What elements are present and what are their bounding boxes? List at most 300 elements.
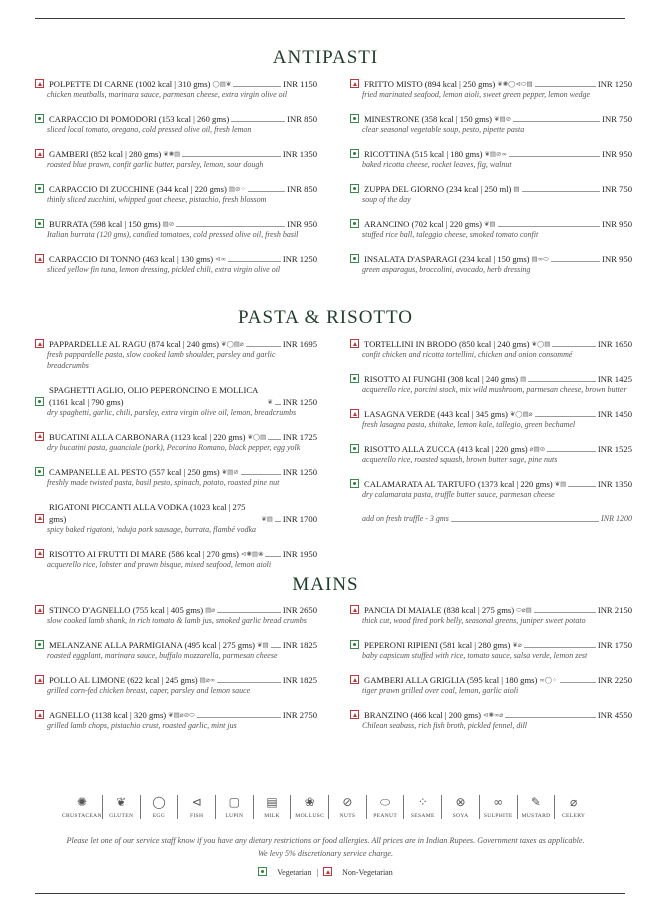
item-description: thick cut, wood fired pork belly, seasonal greens, juniper sweet potato — [362, 616, 586, 625]
celery-icon: ⌀ — [517, 641, 522, 649]
allergen-icons — [212, 78, 231, 90]
celery-icon: ⌀ — [529, 445, 534, 453]
price-leader — [182, 156, 281, 157]
allergen-label: GLUTEN — [109, 813, 134, 819]
menu-item — [35, 78, 317, 101]
item-description: dry bucatini pasta, guanciale (pork), Pecorino Romano, black pepper, egg yolk — [47, 442, 301, 452]
non-veg-label: Non-Vegetarian — [342, 868, 393, 877]
menu-item — [35, 338, 317, 371]
non-veg-marker-icon — [350, 710, 359, 719]
item-name-row — [350, 253, 632, 265]
menu-item — [35, 253, 317, 276]
item-name: RISOTTO ALLA ZUCCA (413 kcal | 220 gms) — [364, 444, 528, 454]
peanut-icon: ⬭ — [516, 606, 522, 614]
item-name-row — [35, 338, 317, 350]
item-description: acquerello rice, lobster and prawn bisque, mixed seafood, lemon aioli — [47, 559, 272, 569]
item-name-row — [35, 604, 317, 616]
fish-icon: ⊲ — [215, 255, 221, 263]
soya-icon: ⊗ — [455, 795, 466, 809]
milk-icon: ▤ — [227, 467, 234, 476]
milk-icon: ▤ — [233, 340, 240, 348]
item-name: BUCATINI ALLA CARBONARA (1123 kcal | 220 gms) — [49, 431, 246, 442]
price-leader — [451, 521, 599, 522]
menu-item — [350, 253, 632, 276]
menu-item — [350, 443, 632, 466]
milk-icon: ▤ — [205, 606, 212, 614]
item-description: fried marinated seafood, lemon aioli, sweet green pepper, lemon wedge — [362, 90, 591, 99]
allergen-icons — [532, 338, 551, 350]
item-description: dry spaghetti, garlic, chili, parsley, extra virgin olive oil, lemon, breadcrumbs — [47, 407, 297, 417]
allergen-icons — [532, 253, 549, 265]
milk-icon: ▤ — [199, 676, 206, 684]
item-name: PEPERONI RIPIENI (581 kcal | 280 gms) — [364, 640, 511, 650]
item-description: grilled corn-fed chicken breast, caper, parsley and lemon sauce — [47, 686, 251, 695]
egg-icon: ◯ — [515, 410, 523, 418]
peanut-icon: ⬭ — [380, 795, 391, 809]
celery-icon: ⌀ — [528, 410, 533, 418]
allergen-sulphite — [480, 795, 518, 819]
price-leader — [513, 121, 600, 122]
item-name-row — [35, 253, 317, 265]
item-description: slow cooked lamb shank, in rich tomato & lamb jus, smoked garlic bread crumbs — [47, 616, 307, 625]
celery-icon: ⌀ — [179, 711, 184, 719]
non-veg-marker-icon — [35, 339, 44, 348]
diet-legend — [0, 867, 651, 878]
item-name-row — [35, 431, 317, 443]
milk-icon: ▤ — [526, 80, 533, 88]
item-name: PANCIA DI MAIALE (838 kcal | 275 gms) — [364, 605, 515, 615]
non-veg-marker-icon — [35, 605, 44, 614]
allergen-icons — [484, 218, 496, 230]
price-leader — [248, 191, 285, 192]
item-price: INR 1150 — [283, 79, 317, 89]
milk-icon: ▤ — [162, 220, 169, 228]
allergy-note: Please let one of our service staff know if you have any dietary restrictions or food allergies. All prices are in Indian Rupees. Government taxes as applicable. — [66, 836, 585, 845]
milk-icon: ▤ — [173, 711, 180, 719]
gluten-icon: ❦ — [247, 432, 253, 441]
allergen-icons — [539, 674, 557, 686]
price-leader — [275, 404, 281, 405]
menu-item — [35, 604, 317, 627]
nuts-icon: ⊘ — [183, 711, 190, 719]
allergen-icons — [510, 408, 533, 420]
non-veg-marker-icon — [323, 867, 332, 876]
gluten-icon: ❦ — [267, 397, 273, 406]
sulphite-icon: ∞ — [539, 676, 545, 684]
item-name-row — [35, 113, 317, 125]
item-name: GAMBERI ALLA GRIGLIA (595 kcal | 180 gms) — [364, 675, 538, 685]
veg-marker-icon — [350, 114, 359, 123]
allergen-label: EGG — [152, 813, 166, 819]
gluten-icon: ❦ — [509, 410, 516, 418]
item-name: ARANCINO (702 kcal | 220 gms) — [364, 219, 482, 229]
egg-icon: ◯ — [212, 80, 220, 88]
item-name: TORTELLINI IN BRODO (850 kcal | 240 gms) — [364, 339, 530, 349]
item-name-row — [35, 466, 317, 478]
item-description: clear seasonal vegetable soup, pesto, pipette pasta — [362, 125, 525, 134]
item-name: CALAMARATA AL TARTUFO (1373 kcal | 220 gms) — [364, 479, 553, 489]
bottom-divider — [35, 893, 625, 894]
menu-item — [35, 501, 317, 536]
item-name: MINESTRONE (358 kcal | 150 gms) — [364, 114, 492, 124]
milk-icon: ▤ — [266, 795, 278, 809]
gluten-icon: ❦ — [483, 220, 490, 228]
price-leader — [271, 647, 281, 648]
item-price: INR 1425 — [597, 374, 632, 384]
section-title-antipasti: ANTIPASTI — [272, 47, 379, 68]
price-leader — [231, 121, 285, 122]
peanut-icon: ⬭ — [543, 255, 549, 263]
nuts-icon: ⊘ — [342, 795, 353, 809]
item-price: INR 1250 — [597, 79, 632, 89]
veg-marker-icon — [350, 254, 359, 263]
item-description: sliced yellow fin tuna, lemon dressing, pickled chili, extra virgin olive oil — [47, 265, 281, 274]
antipasti-right-column — [350, 78, 632, 288]
price-leader — [534, 612, 596, 613]
price-leader — [528, 381, 596, 382]
egg-icon: ◯ — [536, 340, 545, 348]
menu-item — [35, 639, 317, 662]
veg-marker-icon — [35, 640, 44, 649]
item-name: CARPACCIO DI ZUCCHINE (344 kcal | 220 gms) — [49, 184, 227, 194]
item-description: chicken meatballs, marinara sauce, parmesan cheese, extra virgin olive oil — [47, 90, 288, 99]
menu-item — [35, 384, 317, 419]
milk-icon: ▤ — [489, 220, 496, 228]
item-name-row — [35, 148, 317, 160]
menu-item — [350, 639, 632, 662]
menu-item — [350, 478, 632, 501]
pasta-left-column — [35, 338, 317, 583]
allergen-icons — [257, 639, 269, 651]
price-leader — [535, 416, 596, 417]
sulphite-icon: ∞ — [501, 150, 507, 158]
gluten-icon: ❦ — [256, 641, 263, 649]
price-leader — [505, 717, 596, 718]
veg-marker-icon — [258, 867, 267, 876]
item-description: green asparagus, broccolini, avocado, herb dressing — [362, 265, 531, 274]
milk-icon: ▤ — [219, 80, 226, 88]
sulphite-icon: ∞ — [493, 795, 504, 809]
celery-icon: ⌀ — [205, 676, 210, 684]
item-name: CARPACCIO DI POMODORI (153 kcal | 260 gms) — [49, 114, 230, 124]
allergen-icons — [261, 513, 273, 525]
item-name-row — [350, 478, 632, 490]
menu-item — [350, 709, 632, 732]
price-leader — [551, 261, 600, 262]
allergen-icons — [555, 478, 567, 490]
menu-item — [35, 674, 317, 697]
item-name: MELANZANE ALLA PARMIGIANA (495 kcal | 275 gms) — [49, 640, 255, 650]
item-price: INR 1450 — [597, 409, 632, 419]
allergen-milk — [254, 795, 292, 819]
item-description: Chilean seabass, rich fish broth, pickled fennel, dill — [362, 721, 528, 730]
price-leader — [265, 556, 280, 557]
menu-item — [35, 148, 317, 171]
allergen-label: FISH — [189, 813, 204, 819]
milk-icon: ▤ — [262, 641, 269, 649]
price-leader — [176, 226, 285, 227]
price-leader — [275, 521, 281, 522]
item-price: INR 950 — [602, 219, 632, 229]
allergen-icons — [483, 709, 503, 721]
allergen-icons — [247, 431, 266, 443]
item-description: soup of the day — [362, 195, 411, 204]
item-name-row — [35, 639, 317, 651]
celery-icon: ⌀ — [499, 711, 504, 719]
section-title-mains: MAINS — [292, 574, 359, 595]
allergen-label: LUPIN — [225, 813, 244, 819]
item-price: INR 1825 — [282, 640, 317, 650]
item-name-row — [350, 674, 632, 686]
addon-item — [350, 513, 632, 525]
peanut-icon: ⬭ — [520, 80, 527, 88]
item-description: Italian burrata (120 gms), candied tomatoes, cold pressed olive oil, fresh basil — [47, 230, 299, 239]
crustacean-icon: ✺ — [168, 150, 175, 158]
price-leader — [268, 439, 281, 440]
item-description: spicy baked rigatoni, 'nduja pork sausage, burrata, flambé vodka — [47, 524, 257, 534]
menu-item — [35, 709, 317, 732]
veg-marker-icon — [350, 149, 359, 158]
item-price: INR 2150 — [597, 605, 632, 615]
allergen-celery — [555, 795, 592, 819]
gluten-icon: ❦ — [261, 514, 267, 523]
menu-item — [350, 408, 632, 431]
non-veg-marker-icon — [350, 409, 359, 418]
item-price: INR 750 — [602, 184, 632, 194]
non-veg-marker-icon — [35, 549, 44, 558]
fish-icon: ⊲ — [483, 711, 489, 719]
allergen-icons — [267, 396, 272, 408]
item-name-row — [35, 384, 317, 408]
price-leader — [197, 717, 281, 718]
menu-item — [35, 466, 317, 489]
item-price: INR 2250 — [597, 675, 632, 685]
allergen-label: MUSTARD — [521, 813, 551, 819]
sulphite-icon: ∞ — [209, 676, 216, 684]
item-name-row — [350, 513, 632, 525]
gluten-icon: ❦ — [221, 467, 228, 476]
allergen-egg — [141, 795, 179, 819]
gluten-icon: ❦ — [163, 150, 169, 158]
nuts-icon: ⊘ — [496, 150, 502, 158]
price-leader — [509, 156, 600, 157]
price-leader — [241, 474, 281, 475]
item-name: POLLO AL LIMONE (622 kcal | 245 gms) — [49, 675, 198, 685]
allergen-label: CRUSTACEAN — [62, 813, 102, 819]
price-leader — [535, 86, 596, 87]
item-price: INR 1650 — [597, 339, 632, 349]
allergen-label: MILK — [264, 813, 280, 819]
item-description: acquerello rice, roasted squash, brown butter sage, pine nuts — [362, 455, 558, 464]
allergen-mollusc — [291, 795, 329, 819]
milk-icon: ▤ — [251, 549, 258, 558]
service-charge-note: We levy 5% discretionary service charge. — [257, 849, 394, 858]
item-description: freshly made twisted pasta, basil pesto, spinach, potato, roasted pine nut — [47, 477, 280, 487]
item-description: roasted blue prawn, confit garlic butter, parsley, lemon, sour dough — [47, 160, 264, 169]
gluten-icon: ❦ — [497, 80, 503, 88]
allergen-icons — [484, 148, 506, 160]
gluten-icon: ❦ — [484, 150, 490, 158]
fish-icon: ⊲ — [240, 549, 247, 558]
item-price: INR 1250 — [282, 396, 317, 407]
price-leader — [524, 647, 596, 648]
item-description: tiger prawn grilled over coal, lemon, garlic aioli — [362, 686, 519, 695]
price-leader — [552, 346, 595, 347]
item-name-row — [35, 501, 317, 525]
menu-item — [350, 78, 632, 101]
egg-icon: ◯ — [152, 795, 166, 809]
crustacean-icon: ✺ — [488, 711, 494, 719]
mustard-icon: ✎ — [530, 795, 541, 809]
section-title-pasta-risotto: PASTA & RISOTTO — [237, 307, 414, 328]
pasta-right-column — [350, 338, 632, 538]
allergen-icons — [168, 709, 195, 721]
celery-icon: ⌀ — [521, 606, 526, 614]
allergen-icons — [205, 604, 215, 616]
item-name-row — [350, 338, 632, 350]
item-name: RICOTTINA (515 kcal | 180 gms) — [364, 149, 483, 159]
sesame-icon: ⁘ — [240, 185, 246, 193]
milk-icon: ▤ — [531, 255, 538, 263]
nuts-icon: ⊘ — [233, 467, 239, 476]
gluten-icon: ❦ — [554, 480, 561, 488]
sesame-icon: ⁘ — [552, 676, 558, 684]
veg-marker-icon — [35, 467, 44, 476]
mollusc-icon: ❀ — [304, 795, 315, 809]
item-name: LASAGNA VERDE (443 kcal | 345 gms) — [364, 409, 508, 419]
menu-item — [350, 373, 632, 396]
allergen-sesame — [404, 795, 442, 819]
allergen-peanut — [367, 795, 405, 819]
nuts-icon: ⊘ — [539, 445, 546, 453]
menu-item — [35, 113, 317, 136]
item-price: INR 1250 — [282, 254, 317, 264]
item-price: INR 1750 — [597, 640, 632, 650]
item-name: PAPPARDELLE AL RAGU (874 kcal | 240 gms) — [49, 339, 220, 349]
item-description: stuffed rice ball, taleggio cheese, smoked tomato confit — [362, 230, 539, 239]
item-price: INR 750 — [602, 114, 632, 124]
allergen-icons — [215, 253, 226, 265]
item-description: thinly sliced zucchini, whipped goat cheese, pistachio, fresh blossom — [47, 195, 267, 204]
item-price: INR 950 — [602, 149, 632, 159]
item-name: CARPACCIO DI TONNO (463 kcal | 130 gms) — [49, 254, 214, 264]
gluten-icon: ❦ — [531, 340, 537, 348]
allergen-icons — [512, 639, 521, 651]
gluten-icon: ❦ — [225, 80, 232, 88]
menu-item — [35, 218, 317, 241]
veg-label: Vegetarian — [277, 868, 312, 877]
item-name-row — [350, 373, 632, 385]
veg-marker-icon — [350, 479, 359, 488]
mains-left-column — [35, 604, 317, 744]
non-veg-marker-icon — [35, 254, 44, 263]
milk-icon: ▤ — [533, 445, 540, 453]
milk-icon: ▤ — [260, 432, 267, 441]
veg-marker-icon — [35, 219, 44, 228]
milk-icon: ▤ — [544, 340, 551, 348]
allergen-icons — [222, 466, 239, 478]
price-leader — [547, 451, 596, 452]
non-veg-marker-icon — [350, 79, 359, 88]
item-description: fresh pappardelle pasta, slow cooked lamb shoulder, parsley and garlic breadcrumbs — [47, 350, 276, 370]
egg-icon: ◯ — [544, 676, 553, 684]
gluten-icon: ❦ — [116, 795, 127, 809]
price-leader — [568, 486, 596, 487]
non-veg-marker-icon — [35, 710, 44, 719]
legend-separator: | — [316, 868, 319, 877]
item-name: RISOTTO AI FUNGHI (308 kcal | 240 gms) — [364, 374, 519, 384]
price-leader — [498, 226, 601, 227]
allergen-icons — [520, 373, 526, 385]
item-name: BURRATA (598 kcal | 150 gms) — [49, 219, 161, 229]
price-leader — [233, 86, 281, 87]
menu-item — [350, 148, 632, 171]
non-veg-marker-icon — [35, 432, 44, 441]
item-price: INR 1700 — [282, 513, 317, 524]
allergen-lupin — [216, 795, 254, 819]
gluten-icon: ❦ — [494, 115, 500, 123]
milk-icon: ▤ — [266, 514, 273, 523]
allergen-nuts — [329, 795, 367, 819]
top-divider — [35, 18, 625, 19]
item-price: INR 1695 — [282, 339, 317, 349]
allergen-label: PEANUT — [373, 813, 398, 819]
fish-icon: ⊲ — [191, 795, 202, 809]
item-description: roasted eggplant, marinara sauce, buffalo mozzarella, parmesan cheese — [47, 651, 278, 660]
item-name: SPAGHETTI AGLIO, OLIO PEPERONCINO E MOLLICA (1161 kcal | 790 gms) — [49, 384, 258, 407]
celery-icon: ⌀ — [211, 606, 216, 614]
nuts-icon: ⊘ — [234, 185, 241, 193]
gluten-icon: ❦ — [168, 711, 174, 719]
item-name: RISOTTO AI FRUTTI DI MARE (586 kcal | 270 gms) — [49, 548, 239, 559]
item-price: INR 1250 — [282, 466, 317, 477]
veg-marker-icon — [35, 397, 44, 406]
menu-item — [350, 604, 632, 627]
veg-marker-icon — [350, 374, 359, 383]
gluten-icon: ❦ — [221, 340, 227, 348]
allergen-icons — [163, 148, 180, 160]
item-description: acquerello rice, porcini stock, mix wild mushroom, parmesan cheese, brown butter — [362, 385, 627, 394]
allergen-icons — [221, 338, 244, 350]
item-description: fresh lasagna pasta, shiitake, lemon kale, tallegio, green bechamel — [362, 420, 576, 429]
allergen-legend — [62, 795, 592, 819]
mains-right-column — [350, 604, 632, 744]
item-name-row — [35, 548, 317, 560]
egg-icon: ◯ — [252, 432, 261, 441]
item-name-row — [35, 183, 317, 195]
item-name-row — [35, 78, 317, 90]
mollusc-icon: ❀ — [257, 549, 264, 558]
allergen-label: SOYA — [452, 813, 469, 819]
price-leader — [522, 191, 601, 192]
item-name: GAMBERI (852 kcal | 280 gms) — [49, 149, 162, 159]
menu-item — [350, 113, 632, 136]
allergen-icons — [513, 183, 519, 195]
allergen-label: NUTS — [339, 813, 356, 819]
veg-marker-icon — [350, 444, 359, 453]
price-leader — [217, 682, 281, 683]
item-price: INR 1350 — [282, 149, 317, 159]
item-name: POLPETTE DI CARNE (1002 kcal | 310 gms) — [49, 79, 211, 89]
allergen-icons — [497, 78, 532, 90]
allergen-soya — [442, 795, 480, 819]
sulphite-icon: ∞ — [220, 255, 227, 263]
menu-item — [350, 674, 632, 697]
price-leader — [560, 682, 596, 683]
item-name: add on fresh truffle - 3 gms — [362, 514, 449, 523]
price-leader — [217, 612, 281, 613]
item-name-row — [350, 183, 632, 195]
